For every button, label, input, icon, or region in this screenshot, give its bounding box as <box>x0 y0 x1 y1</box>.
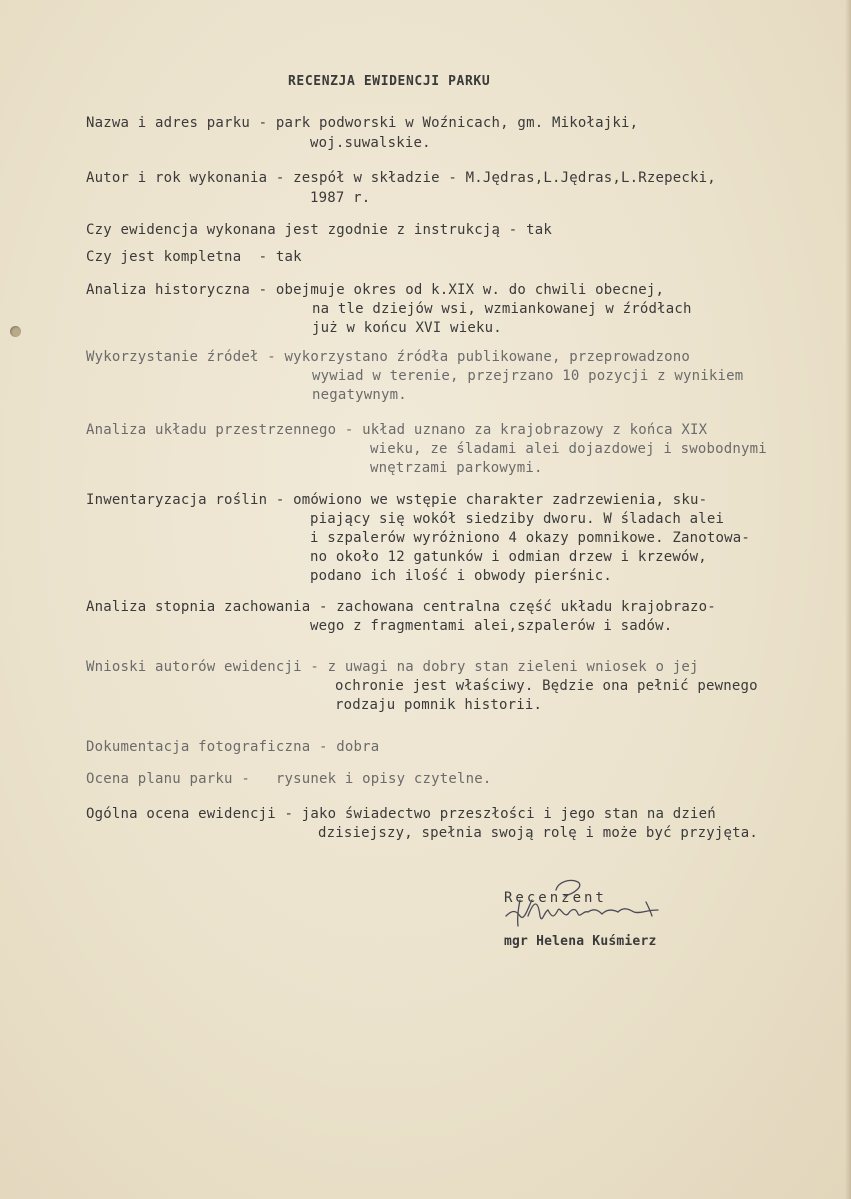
historical-analysis-line-1: Analiza historyczna - obejmuje okres od k.XIX w. do chwili obecnej, <box>86 282 665 298</box>
completeness-line: Czy jest kompletna - tak <box>86 249 302 265</box>
spatial-layout-line-1: Analiza układu przestrzennego - układ uznano za krajobrazowy z końca XIX <box>86 422 708 438</box>
sources-line-3: negatywnym. <box>312 387 407 403</box>
plant-inventory-line-3: i szpalerów wyróżniono 4 okazy pomnikowe. Zanotowa- <box>310 530 751 546</box>
park-name-line-2: woj.suwalskie. <box>310 135 431 151</box>
author-line-2: 1987 r. <box>310 190 371 206</box>
park-plan-evaluation-line: Ocena planu parku - rysunek i opisy czytelne. <box>86 771 492 787</box>
sources-line-1: Wykorzystanie źródeł - wykorzystano źródła publikowane, przeprowadzono <box>86 349 691 365</box>
overall-evaluation-line-2: dzisiejszy, spełnia swoją rolę i może być przyjęta. <box>318 825 759 841</box>
reviewer-role-label: Recenzent <box>504 890 607 906</box>
plant-inventory-line-5: podano ich ilość i obwody pierśnic. <box>310 568 613 584</box>
punch-hole <box>10 326 21 337</box>
spatial-layout-line-3: wnętrzami parkowymi. <box>370 460 543 476</box>
document-title: RECENZJA EWIDENCJI PARKU <box>288 74 491 89</box>
author-line-1: Autor i rok wykonania - zespół w składzie - M.Jędras,L.Jędras,L.Rzepecki, <box>86 170 716 186</box>
plant-inventory-line-1: Inwentaryzacja roślin - omówiono we wstępie charakter zadrzewienia, sku- <box>86 492 708 508</box>
preservation-line-1: Analiza stopnia zachowania - zachowana centralna część układu krajobrazo- <box>86 599 716 615</box>
historical-analysis-line-3: już w końcu XVI wieku. <box>312 320 502 336</box>
reviewer-name: mgr Helena Kuśmierz <box>504 934 657 949</box>
park-name-line-1: Nazwa i adres parku - park podworski w Woźnicach, gm. Mikołajki, <box>86 115 639 131</box>
sources-line-2: wywiad w terenie, przejrzano 10 pozycji z wynikiem <box>312 368 744 384</box>
historical-analysis-line-2: na tle dziejów wsi, wzmiankowanej w źródłach <box>312 301 692 317</box>
preservation-line-2: wego z fragmentami alei,szpalerów i sadów. <box>310 618 673 634</box>
plant-inventory-line-4: no około 12 gatunków i odmian drzew i krzewów, <box>310 549 707 565</box>
photo-documentation-line: Dokumentacja fotograficzna - dobra <box>86 739 380 755</box>
plant-inventory-line-2: piający się wokół siedziby dworu. W śladach alei <box>310 511 725 527</box>
conclusions-line-2: ochronie jest właściwy. Będzie ona pełnić pewnego <box>335 678 758 694</box>
instruction-compliance-line: Czy ewidencja wykonana jest zgodnie z instrukcją - tak <box>86 222 552 238</box>
overall-evaluation-line-1: Ogólna ocena ewidencji - jako świadectwo przeszłości i jego stan na dzień <box>86 806 716 822</box>
spatial-layout-line-2: wieku, ze śladami alei dojazdowej i swobodnymi <box>370 441 767 457</box>
handwritten-signature <box>498 870 688 940</box>
conclusions-line-3: rodzaju pomnik historii. <box>335 697 543 713</box>
conclusions-line-1: Wnioski autorów ewidencji - z uwagi na dobry stan zieleni wniosek o jej <box>86 659 699 675</box>
